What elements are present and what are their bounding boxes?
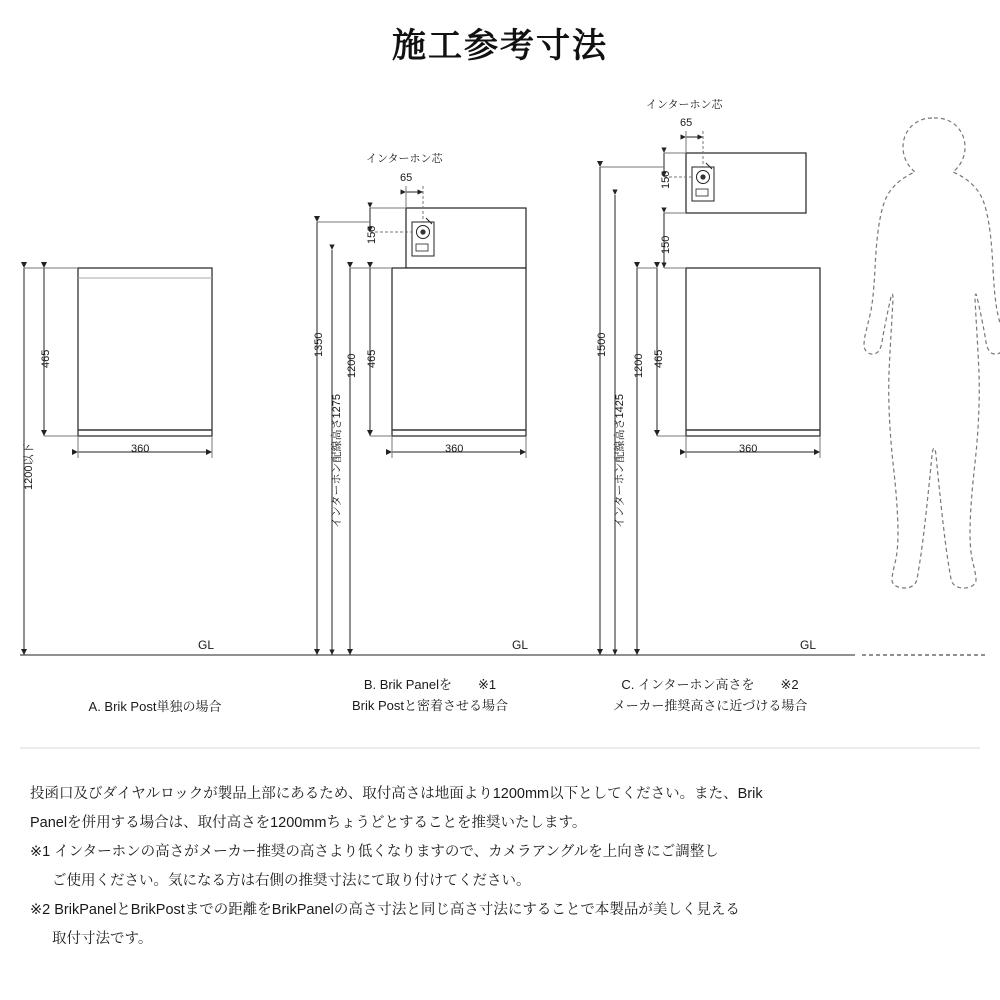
dim-c-height-465: 465 (653, 349, 665, 368)
note-line-5: ※2 BrikPanelとBrikPostまでの距離をBrikPanelの高さ寸法と同じ高さ寸法にすることで本製品が美しく見える (30, 902, 740, 918)
caption-b-line2: Brik Postと密着させる場合 (351, 697, 508, 713)
dim-b-total-1350: 1350 (313, 332, 325, 357)
label-b-wiring-height: インターホン配線高さ1275 (331, 393, 343, 528)
note-line-1: 投函口及びダイヤルロックが製品上部にあるため、取付高さは地面より1200mm以下としてください。また、Brik (30, 786, 763, 802)
dim-b-post-top-1200: 1200 (346, 353, 358, 378)
dim-a-total-height: 1200以下 (23, 443, 35, 490)
gl-label-a: GL (198, 638, 215, 652)
gl-label-c: GL (800, 638, 817, 652)
caption-c-note: ※2 (780, 677, 799, 692)
caption-a-line1: A. Brik Post単独の場合 (88, 699, 222, 714)
note-line-3: ※1 インターホンの高さがメーカー推奨の高さより低くなりますので、カメラアングルを上向きにご調整し (30, 844, 719, 860)
caption-c (570, 675, 850, 717)
dim-b-height-465: 465 (366, 349, 378, 368)
dim-c-width-360: 360 (739, 443, 758, 455)
caption-c-line1: C. インターホン高さを (621, 677, 755, 692)
dim-c-offset-65: 65 (680, 117, 693, 129)
dim-c-total-1500: 1500 (596, 332, 608, 357)
caption-a (40, 697, 270, 718)
dim-a-height-465: 465 (40, 349, 52, 368)
dim-c-drop-150: 150 (660, 170, 672, 189)
gl-label-b: GL (512, 638, 529, 652)
dim-c-gap-150: 150 (660, 235, 672, 254)
dim-b-drop-150: 150 (366, 225, 378, 244)
label-c-wiring-height: インターホン配線高さ1425 (614, 393, 626, 528)
note-line-6: 取付寸法です。 (52, 931, 153, 947)
dim-a-width-360: 360 (131, 443, 150, 455)
dim-b-width-360: 360 (445, 443, 464, 455)
note-line-2: Panelを併用する場合は、取付高さを1200mmちょうどとすることを推奨いたします。 (30, 815, 587, 831)
caption-c-line2: メーカー推奨高さに近づける場合 (612, 697, 808, 713)
note-line-4: ご使用ください。気になる方は右側の推奨寸法にて取り付けてください。 (52, 873, 531, 889)
notes-block (30, 780, 980, 954)
dim-c-post-top-1200: 1200 (633, 353, 645, 378)
caption-b-line1: B. Brik Panelを (363, 677, 453, 692)
dim-b-offset-65: 65 (400, 172, 413, 184)
page-title: 施工参考寸法 (392, 27, 608, 65)
caption-b-note: ※1 (478, 677, 497, 692)
label-c-intercom-center: インターホン芯 (646, 99, 723, 111)
label-b-intercom-center: インターホン芯 (366, 153, 443, 165)
caption-b (305, 675, 555, 717)
